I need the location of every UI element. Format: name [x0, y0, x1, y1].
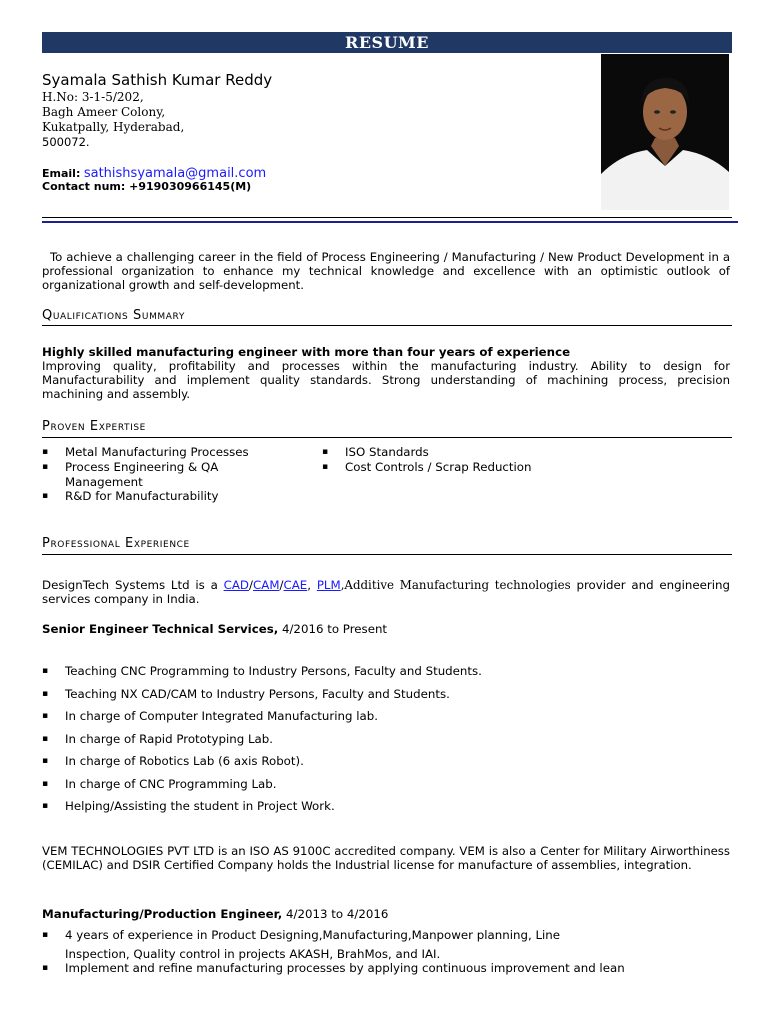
email-row: [42, 166, 266, 181]
list-item: [322, 445, 622, 460]
list-item: [42, 928, 732, 961]
qualifications-lead: Highly skilled manufacturing engineer with more than four years of experience: [42, 345, 571, 359]
bullet-icon: ▪: [42, 930, 49, 940]
bullet-icon: ▪: [42, 756, 49, 766]
address-line-1: H.No: 3-1-5/202,: [42, 90, 144, 104]
list-item: [42, 799, 732, 814]
bullet-icon: ▪: [42, 778, 49, 789]
list-item: [42, 460, 302, 490]
email-label: Email:: [42, 167, 81, 180]
profile-photo: [601, 54, 729, 210]
cam-link[interactable]: CAM: [253, 578, 280, 592]
duty-text: In charge of CNC Programming Lab.: [65, 776, 277, 791]
duty-text: Teaching NX CAD/CAM to Industry Persons, Faculty and Students.: [65, 686, 450, 701]
list-item: [42, 687, 732, 702]
section-rule: [42, 554, 732, 555]
role-period: 4/2013 to 4/2016: [282, 907, 389, 921]
header-rule-thin: [42, 217, 732, 218]
list-item: [42, 732, 732, 747]
company1-intro-text: DesignTech Systems Ltd is a: [42, 578, 224, 592]
duty-text: In charge of Rapid Prototyping Lab.: [65, 731, 274, 746]
list-item: [42, 754, 732, 769]
resume-banner: RESUME: [42, 32, 732, 53]
role-line: [42, 907, 388, 921]
list-item: [42, 445, 302, 460]
expertise-item: ISO Standards: [345, 445, 429, 459]
bullet-icon: ▪: [42, 963, 49, 973]
qualifications-body: Improving quality, profitability and processes within the manufacturing industry. Ability to design for Manufacturability and implement quality standards. Strong understanding of machining process, precision machining and assembly.: [42, 359, 730, 401]
cae-link[interactable]: CAE: [283, 578, 308, 592]
address-line-4: 500072.: [42, 135, 90, 149]
phone-row: [42, 180, 251, 193]
bullet-icon: ▪: [42, 666, 49, 676]
bullet-icon: ▪: [42, 491, 49, 501]
list-item: [42, 709, 732, 724]
bullet-icon: ▪: [42, 711, 49, 721]
bullet-icon: ▪: [322, 462, 329, 472]
bullet-icon: ▪: [42, 801, 49, 811]
phone-value: +919030966145(M): [129, 180, 252, 193]
list-item: [322, 460, 622, 475]
company1-intro-tail: provider and engineering services company in India.: [42, 578, 730, 606]
company2-intro: VEM TECHNOLOGIES PVT LTD is an ISO AS 9100C accredited company. VEM is also a Center for Military Airworthiness (CEMILAC) and DSIR Certified Company holds the Industrial license for manufacture of assemblies, integration.: [42, 844, 730, 872]
section-heading-expertise: Proven Expertise: [42, 419, 146, 434]
role-title: Senior Engineer Technical Services,: [42, 622, 279, 636]
bullet-icon: ▪: [42, 733, 49, 744]
plm-link[interactable]: PLM: [316, 578, 341, 592]
duty-text: Helping/Assisting the student in Project Work.: [65, 799, 335, 813]
bullet-icon: ▪: [42, 462, 49, 472]
expertise-item: Process Engineering & QA Management: [65, 460, 219, 489]
list-item: [42, 489, 302, 504]
bullet-icon: ▪: [322, 447, 329, 457]
section-rule: [42, 437, 732, 438]
role-line: [42, 622, 387, 636]
expertise-item: Metal Manufacturing Processes: [65, 445, 249, 459]
expertise-item: Cost Controls / Scrap Reduction: [345, 460, 532, 474]
section-heading-experience: Professional Experience: [42, 536, 190, 551]
cad-link[interactable]: CAD: [223, 578, 250, 592]
duty-text: 4 years of experience in Product Designing,Manufacturing,Manpower planning, Line: [65, 928, 561, 942]
duty-text: Teaching CNC Programming to Industry Persons, Faculty and Students.: [65, 664, 482, 678]
bullet-icon: ▪: [42, 688, 49, 699]
separator: /: [249, 578, 254, 592]
bullet-icon: ▪: [42, 447, 49, 457]
duty-text: In charge of Robotics Lab (6 axis Robot).: [65, 754, 304, 768]
expertise-item: R&D for Manufacturability: [65, 489, 219, 503]
duty-text-continued: Inspection, Quality control in projects AKASH, BrahMos, and IAI.: [65, 947, 441, 961]
company1-intro-serif: ,Additive Manufacturing technologies: [340, 578, 571, 592]
header-rule-blue: [42, 221, 738, 223]
list-item: [42, 664, 732, 679]
objective-text: To achieve a challenging career in the field of Process Engineering / Manufacturing / New Product Development in a professional organization to enhance my technical knowledge and excellence with an optimistic outlook of organizational growth and self-development.: [42, 250, 730, 292]
role-period: 4/2016 to Present: [278, 622, 388, 636]
candidate-name: Syamala Sathish Kumar Reddy: [42, 71, 273, 89]
role-title: Manufacturing/Production Engineer,: [42, 907, 283, 921]
phone-label: Contact num:: [42, 180, 126, 193]
separator: ,: [307, 578, 317, 592]
duty-text: In charge of Computer Integrated Manufacturing lab.: [65, 709, 378, 723]
address-line-2: Bagh Ameer Colony,: [42, 105, 166, 119]
duty-text: Implement and refine manufacturing processes by applying continuous improvement and lean: [65, 961, 625, 975]
list-item: [42, 961, 732, 976]
section-rule: [42, 325, 732, 326]
company1-intro: [42, 578, 730, 606]
list-item: [42, 777, 732, 792]
email-link[interactable]: sathishsyamala@gmail.com: [83, 166, 267, 181]
section-heading-qualifications: Qualifications Summary: [42, 308, 185, 323]
address-line-3: Kukatpally, Hyderabad,: [42, 120, 185, 134]
separator: /: [279, 578, 284, 592]
